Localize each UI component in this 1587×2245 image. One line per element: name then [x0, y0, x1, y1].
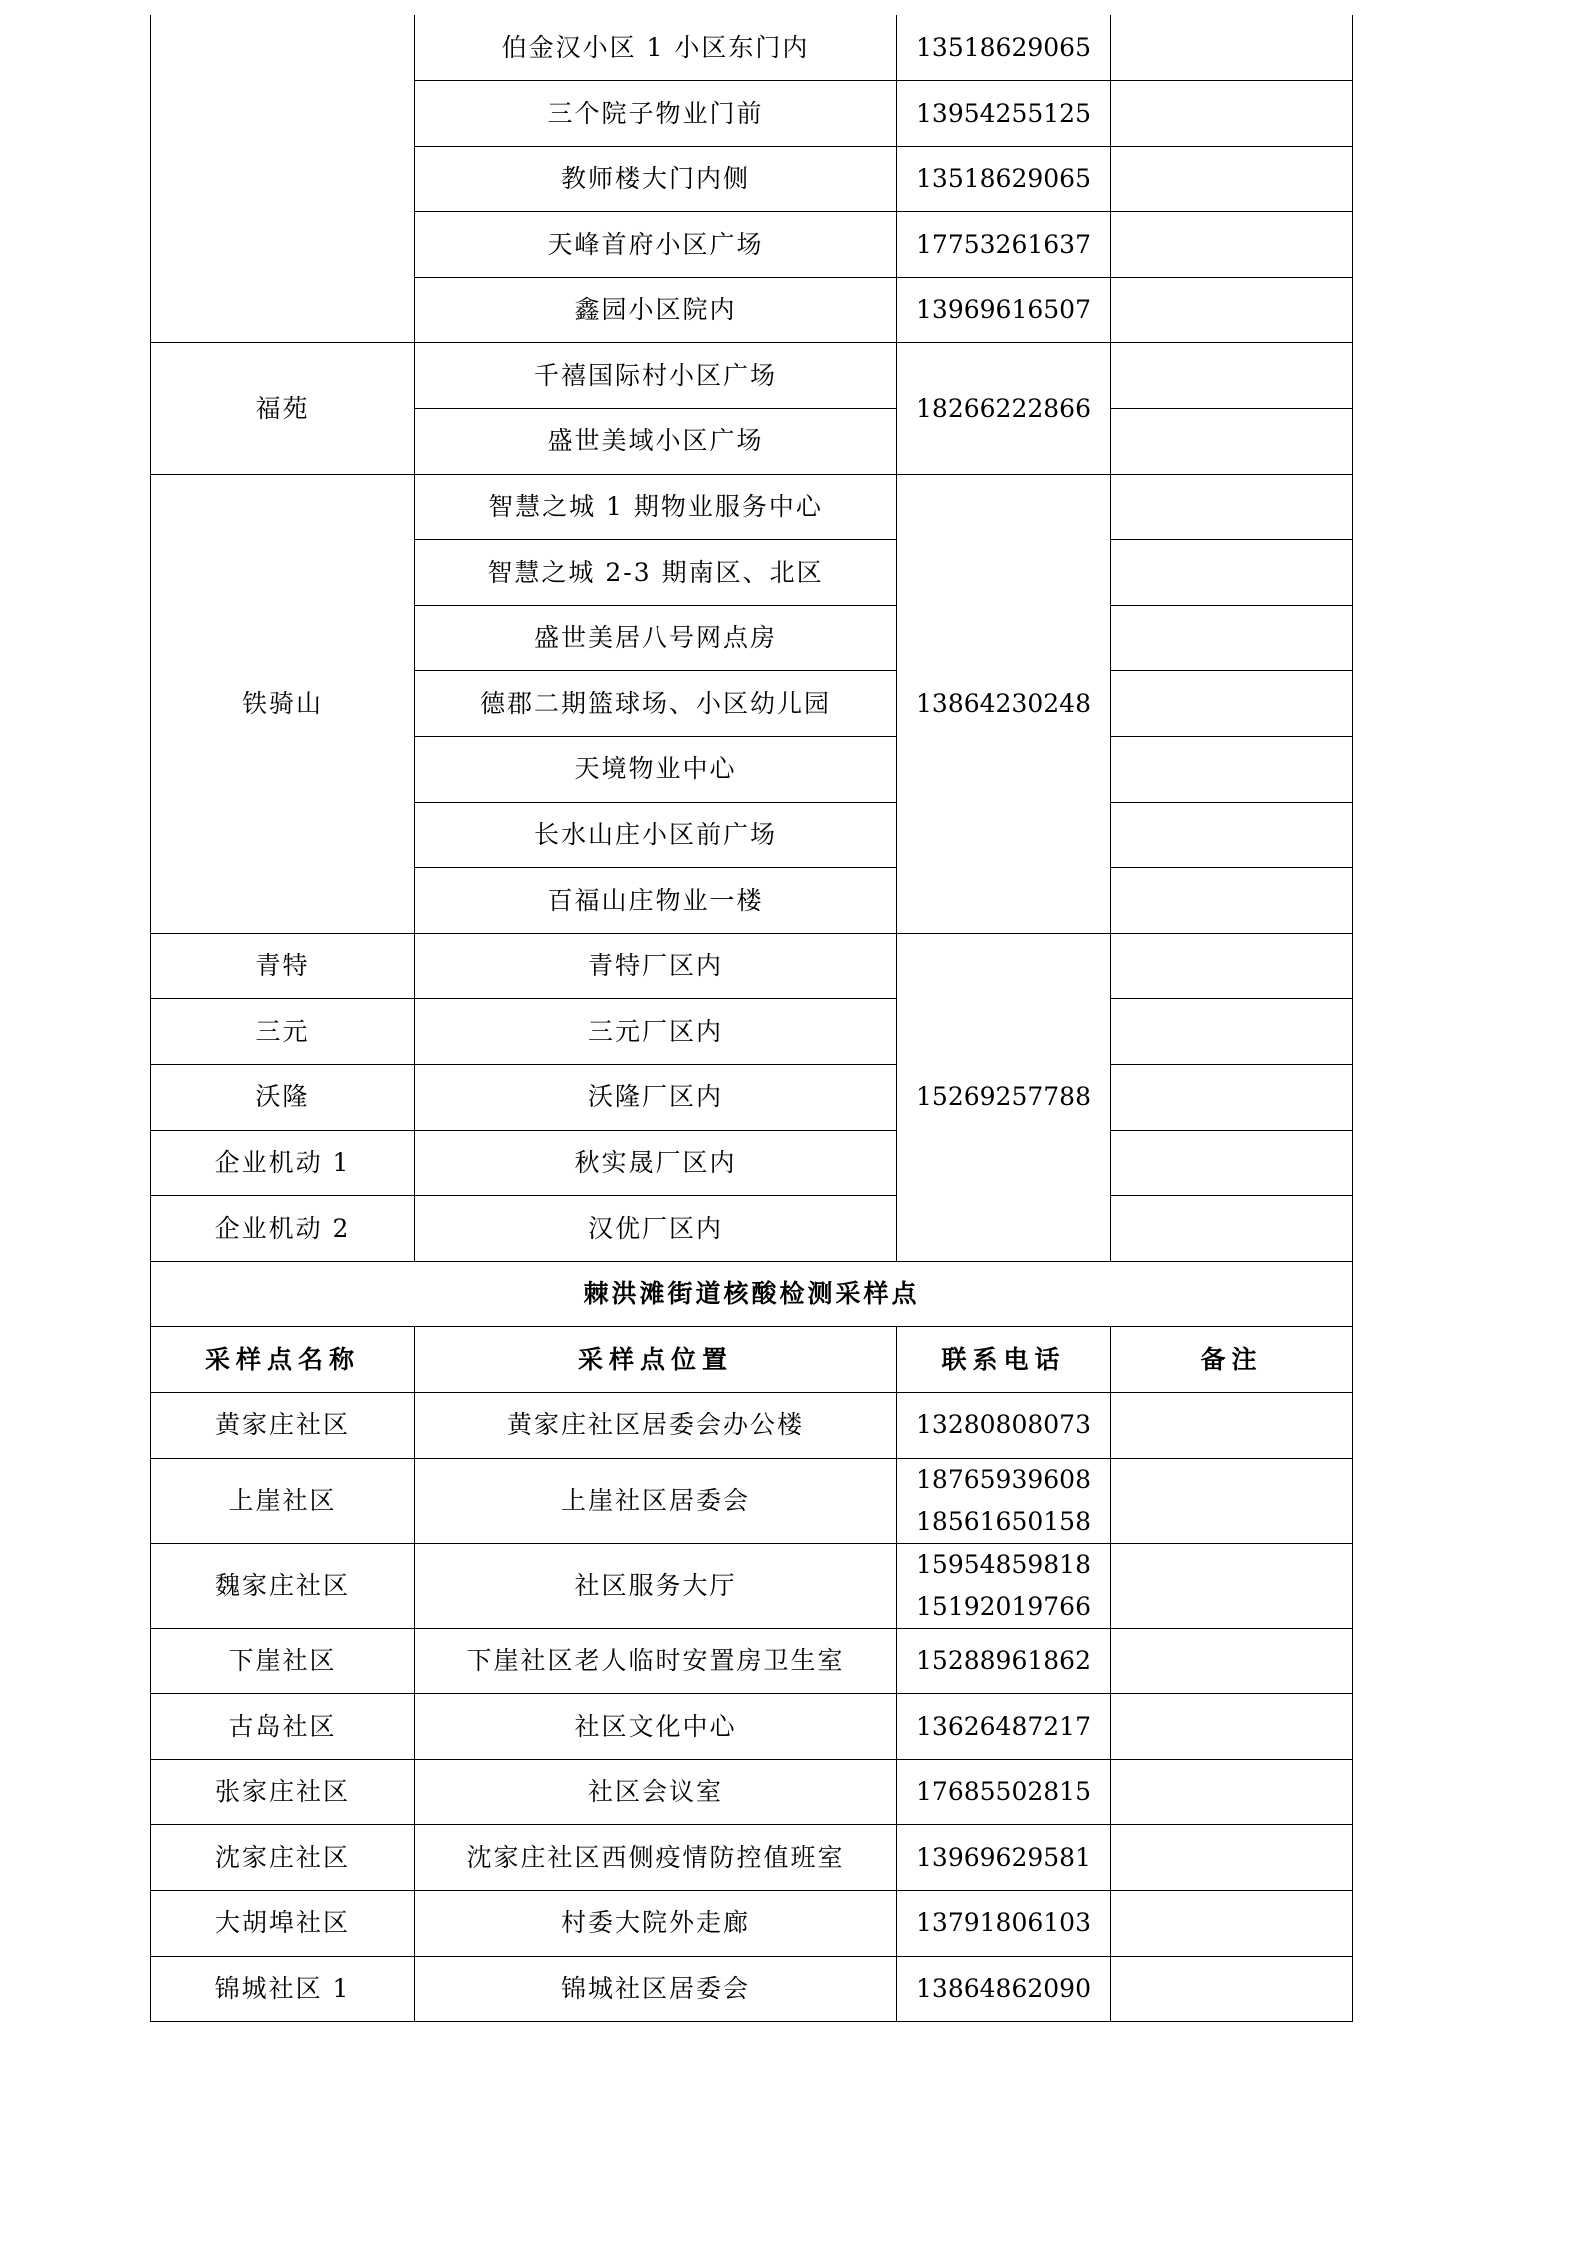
table-row: [151, 474, 1353, 540]
note-cell: [1111, 1392, 1353, 1458]
site-name-cell: 铁骑山: [151, 474, 415, 933]
site-name-cell: 下崖社区: [151, 1628, 415, 1694]
note-cell: [1111, 999, 1353, 1065]
note-cell: [1111, 1825, 1353, 1891]
table-row: [151, 1196, 1353, 1262]
note-cell: [1111, 933, 1353, 999]
table-row: [151, 1543, 1353, 1628]
phone-cell: [897, 1543, 1111, 1628]
location-cell: 青特厂区内: [415, 933, 897, 999]
location-cell: 德郡二期篮球场、小区幼儿园: [415, 671, 897, 737]
site-name-cell: 青特: [151, 933, 415, 999]
note-cell: [1111, 409, 1353, 475]
phone-cell: 13954255125: [897, 81, 1111, 147]
header-note: 备注: [1111, 1327, 1353, 1393]
note-cell: [1111, 1890, 1353, 1956]
phone-line: 18561650158: [916, 1506, 1091, 1536]
phone-cell: 13969616507: [897, 277, 1111, 343]
location-cell: 社区文化中心: [415, 1694, 897, 1760]
location-cell: 天峰首府小区广场: [415, 212, 897, 278]
location-cell: 沈家庄社区西侧疫情防控值班室: [415, 1825, 897, 1891]
table-row: [151, 15, 1353, 81]
note-cell: [1111, 277, 1353, 343]
location-cell: 黄家庄社区居委会办公楼: [415, 1392, 897, 1458]
site-name-cell: 魏家庄社区: [151, 1543, 415, 1628]
table-row: [151, 1956, 1353, 2022]
phone-cell: 13864230248: [897, 474, 1111, 933]
location-cell: 鑫园小区院内: [415, 277, 897, 343]
table-row: [151, 1065, 1353, 1131]
table-row: [151, 1628, 1353, 1694]
phone-cell: 15269257788: [897, 933, 1111, 1261]
table-row: [151, 1130, 1353, 1196]
phone-cell: 15288961862: [897, 1628, 1111, 1694]
phone-cell: 13969629581: [897, 1825, 1111, 1891]
site-name-cell: 上崖社区: [151, 1458, 415, 1543]
location-cell: 社区会议室: [415, 1759, 897, 1825]
location-cell: 教师楼大门内侧: [415, 146, 897, 212]
note-cell: [1111, 671, 1353, 737]
note-cell: [1111, 1065, 1353, 1131]
note-cell: [1111, 1694, 1353, 1760]
phone-cell: 13518629065: [897, 146, 1111, 212]
note-cell: [1111, 540, 1353, 606]
location-cell: 锦城社区居委会: [415, 1956, 897, 2022]
header-row: [151, 1327, 1353, 1393]
table-row: [151, 999, 1353, 1065]
header-site-name: 采样点名称: [151, 1327, 415, 1393]
phone-cell: 17685502815: [897, 1759, 1111, 1825]
section-title: 棘洪滩街道核酸检测采样点: [151, 1261, 1353, 1327]
note-cell: [1111, 343, 1353, 409]
site-name-cell: 沈家庄社区: [151, 1825, 415, 1891]
location-cell: 沃隆厂区内: [415, 1065, 897, 1131]
note-cell: [1111, 1130, 1353, 1196]
location-cell: 智慧之城 1 期物业服务中心: [415, 474, 897, 540]
site-name-cell: 三元: [151, 999, 415, 1065]
note-cell: [1111, 1458, 1353, 1543]
header-phone: 联系电话: [897, 1327, 1111, 1393]
site-name-cell: 福苑: [151, 343, 415, 474]
location-cell: 百福山庄物业一楼: [415, 868, 897, 934]
note-cell: [1111, 737, 1353, 803]
phone-line: 15192019766: [916, 1591, 1091, 1621]
location-cell: 上崖社区居委会: [415, 1458, 897, 1543]
location-cell: 盛世美居八号网点房: [415, 605, 897, 671]
note-cell: [1111, 212, 1353, 278]
location-cell: 长水山庄小区前广场: [415, 802, 897, 868]
site-name-cell: 张家庄社区: [151, 1759, 415, 1825]
note-cell: [1111, 474, 1353, 540]
table-row: [151, 1825, 1353, 1891]
phone-cell: 18266222866: [897, 343, 1111, 474]
phone-cell: 13280808073: [897, 1392, 1111, 1458]
location-cell: 智慧之城 2-3 期南区、北区: [415, 540, 897, 606]
site-name-cell: 锦城社区 1: [151, 1956, 415, 2022]
note-cell: [1111, 1956, 1353, 2022]
table-row: [151, 343, 1353, 409]
table-row: [151, 1458, 1353, 1543]
phone-cell: 13864862090: [897, 1956, 1111, 2022]
site-name-cell: 黄家庄社区: [151, 1392, 415, 1458]
phone-cell: 13791806103: [897, 1890, 1111, 1956]
site-name-cell: 沃隆: [151, 1065, 415, 1131]
phone-line: 15954859818: [916, 1549, 1091, 1579]
section-title-row: [151, 1261, 1353, 1327]
location-cell: 千禧国际村小区广场: [415, 343, 897, 409]
phone-cell: [897, 1458, 1111, 1543]
location-cell: 秋实晟厂区内: [415, 1130, 897, 1196]
note-cell: [1111, 1196, 1353, 1262]
sampling-points-table: [150, 15, 1353, 2022]
site-name-cell: 企业机动 1: [151, 1130, 415, 1196]
phone-cell: 13626487217: [897, 1694, 1111, 1760]
location-cell: 下崖社区老人临时安置房卫生室: [415, 1628, 897, 1694]
phone-cell: 17753261637: [897, 212, 1111, 278]
table-row: [151, 1759, 1353, 1825]
location-cell: 三个院子物业门前: [415, 81, 897, 147]
table-row: [151, 933, 1353, 999]
site-name-cell: 大胡埠社区: [151, 1890, 415, 1956]
header-site-location: 采样点位置: [415, 1327, 897, 1393]
note-cell: [1111, 868, 1353, 934]
site-name-cell: 古岛社区: [151, 1694, 415, 1760]
continued-name-cell: [151, 15, 415, 343]
location-cell: 村委大院外走廊: [415, 1890, 897, 1956]
location-cell: 伯金汉小区 1 小区东门内: [415, 15, 897, 81]
note-cell: [1111, 605, 1353, 671]
site-name-cell: 企业机动 2: [151, 1196, 415, 1262]
note-cell: [1111, 15, 1353, 81]
note-cell: [1111, 1543, 1353, 1628]
location-cell: 社区服务大厅: [415, 1543, 897, 1628]
phone-cell: 13518629065: [897, 15, 1111, 81]
location-cell: 盛世美域小区广场: [415, 409, 897, 475]
note-cell: [1111, 81, 1353, 147]
table-row: [151, 1694, 1353, 1760]
phone-line: 18765939608: [916, 1464, 1091, 1494]
note-cell: [1111, 146, 1353, 212]
location-cell: 天境物业中心: [415, 737, 897, 803]
table-row: [151, 1392, 1353, 1458]
note-cell: [1111, 1628, 1353, 1694]
note-cell: [1111, 802, 1353, 868]
location-cell: 三元厂区内: [415, 999, 897, 1065]
note-cell: [1111, 1759, 1353, 1825]
location-cell: 汉优厂区内: [415, 1196, 897, 1262]
table-row: [151, 1890, 1353, 1956]
